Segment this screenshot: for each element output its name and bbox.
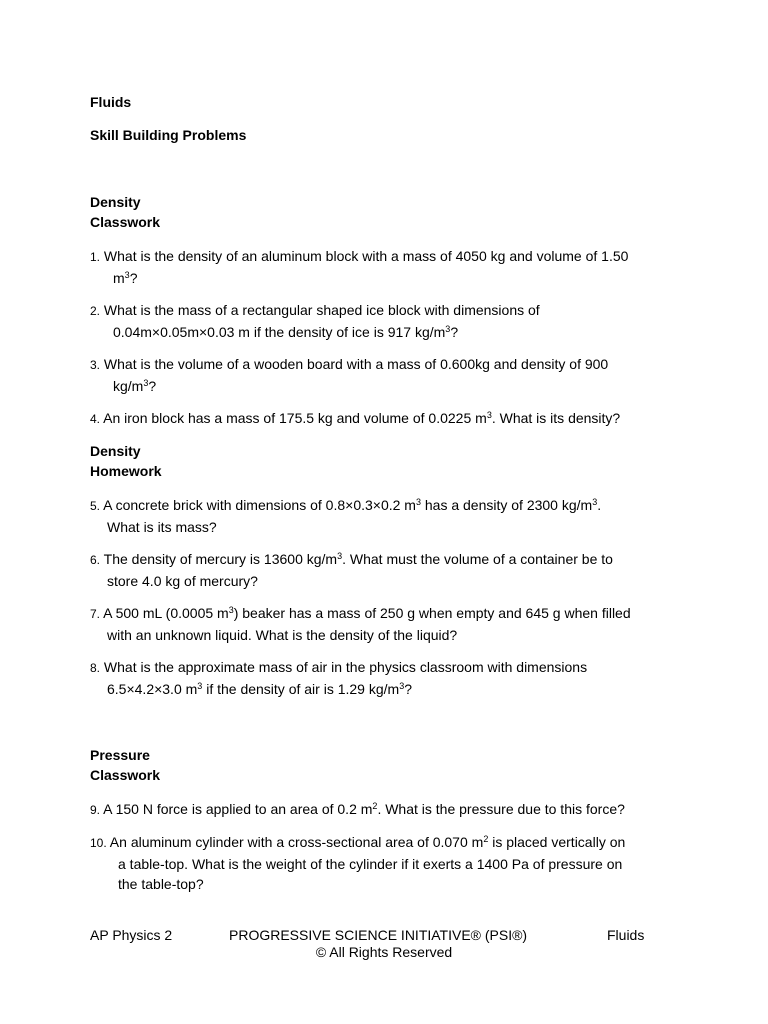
- problem-text: A concrete brick with dimensions of 0.8×0.3×0.2 $m^3$ has a density of 2300 $kg/m^3$.: [100, 497, 602, 513]
- problem-number: 8.: [90, 661, 101, 675]
- problem-text: An iron block has a mass of 175.5 kg and volume of 0.0225 $m^3$. What is its density?: [100, 410, 621, 426]
- section-kind-classwork: Classwork: [90, 767, 161, 783]
- problem-text: What is the volume of a wooden board with a mass of 0.600kg and density of 900: [100, 356, 609, 372]
- problem-continuation: the table-top?: [118, 876, 204, 892]
- problem-6: [90, 549, 613, 591]
- problem-continuation: 0.04m×0.05m×0.03 m if the density of ice is 917 $kg/m^3$?: [113, 323, 459, 340]
- problem-number: 7.: [90, 607, 101, 621]
- footer-unit: Fluids: [607, 927, 645, 943]
- problem-4: [90, 408, 620, 430]
- problem-number: 5.: [90, 499, 101, 513]
- section-kind-classwork: Classwork: [90, 214, 161, 230]
- problem-text: An aluminum cylinder with a cross-sectional area of 0.070 $m^2$ is placed vertically on: [106, 834, 626, 850]
- problem-text: What is the approximate mass of air in the physics classroom with dimensions: [100, 659, 588, 675]
- document-subtitle: Skill Building Problems: [90, 127, 247, 143]
- problem-5: [90, 495, 601, 537]
- problem-number: 6.: [90, 553, 101, 567]
- problem-number: 10.: [90, 836, 107, 850]
- problem-continuation: 6.5×4.2×3.0 $m^3$ if the density of air is 1.29 $kg/m^3$?: [107, 680, 412, 697]
- problem-7: [90, 603, 631, 645]
- problem-2: [90, 300, 540, 342]
- problem-text: A 150 N force is applied to an area of 0.2 $m^2$. What is the pressure due to this force?: [100, 801, 625, 817]
- problem-continuation: $kg/m^3$?: [113, 377, 157, 394]
- problem-continuation: with an unknown liquid. What is the density of the liquid?: [107, 626, 458, 643]
- problem-number: 1.: [90, 250, 101, 264]
- footer-organization: PROGRESSIVE SCIENCE INITIATIVE® (PSI®): [229, 927, 528, 943]
- footer-copyright: © All Rights Reserved: [315, 944, 453, 960]
- problem-text: What is the mass of a rectangular shaped ice block with dimensions of: [100, 302, 540, 318]
- problem-3: [90, 354, 608, 396]
- problem-number: 9.: [90, 803, 101, 817]
- problem-1: [90, 246, 628, 288]
- footer-course: AP Physics 2: [90, 927, 173, 943]
- document-title: Fluids: [90, 94, 132, 110]
- section-topic-density: Density: [90, 194, 141, 210]
- section-topic-pressure: Pressure: [90, 747, 150, 763]
- section-topic-density: Density: [90, 443, 141, 459]
- problem-number: 4.: [90, 412, 101, 426]
- problem-10: [90, 832, 625, 895]
- problem-text: The density of mercury is 13600 $kg/m^3$. What must the volume of a container be to: [100, 551, 613, 567]
- problem-number: 2.: [90, 304, 101, 318]
- problem-continuation: What is its mass?: [107, 518, 217, 535]
- problem-continuation: a table-top. What is the weight of the cylinder if it exerts a 1400 Pa of pressure on: [118, 855, 623, 872]
- problem-9: [90, 799, 625, 821]
- problem-text: A 500 mL (0.0005 $m^3$) beaker has a mass of 250 g when empty and 645 g when filled: [100, 605, 631, 621]
- problem-number: 3.: [90, 358, 101, 372]
- section-kind-homework: Homework: [90, 463, 162, 479]
- problem-continuation: $m^3$?: [113, 269, 138, 286]
- problem-8: [90, 657, 587, 699]
- problem-text: What is the density of an aluminum block with a mass of 4050 kg and volume of 1.50: [100, 248, 629, 264]
- problem-continuation: store 4.0 kg of mercury?: [107, 572, 258, 589]
